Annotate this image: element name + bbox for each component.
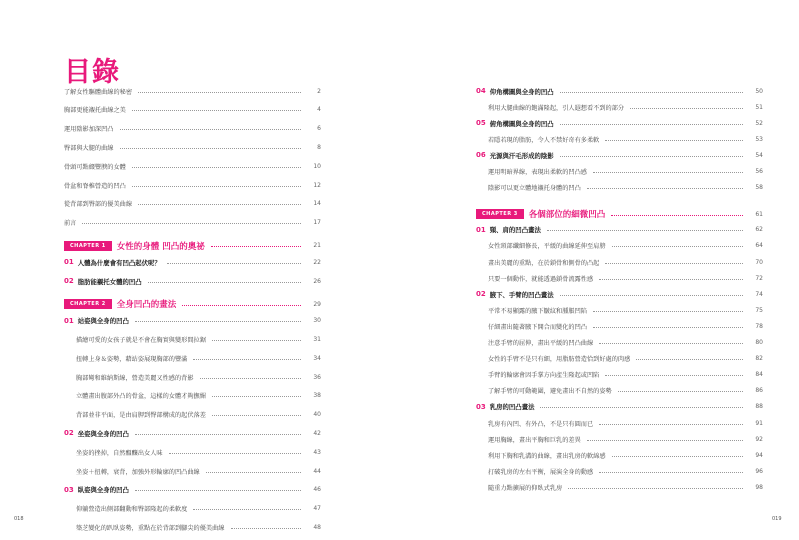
page-number: 2 [317,87,321,95]
toc-entry-row[interactable] [476,132,763,146]
page-number: 8 [317,143,321,151]
section-title: 俯角構圖與全身的凹凸 [489,119,554,128]
dot-leader [605,263,743,264]
toc-entry-row[interactable] [64,103,321,117]
entry-title: 立體畫出腹部外凸的骨盆，這樣的女體才夠撫媚 [76,393,206,401]
page-number: 10 [313,162,321,170]
entry-title: 隨重力點擴展的仰臥式乳房 [488,484,563,492]
page-number: 22 [313,258,321,266]
page-number: 50 [755,87,763,95]
dot-leader [630,108,743,109]
page-number: 84 [755,371,763,379]
page-number: 80 [755,339,763,346]
toc-chapter-row[interactable] [64,297,321,312]
toc-entry-row[interactable] [64,332,321,346]
dot-leader [593,327,743,328]
toc-entry-row[interactable] [64,140,321,154]
dot-leader [593,311,743,312]
entry-title: 骨頭可點綴豐腴的女體 [64,163,126,171]
section-title: 仰角構圖與全身的凹凸 [489,87,554,96]
toc-entry-row[interactable] [476,368,763,382]
toc-section-row[interactable] [64,255,321,269]
entry-title: 骨盆和脊椎營造的凹凸 [64,182,126,190]
toc-entry-row[interactable] [64,520,321,534]
toc-entry-row[interactable] [64,408,321,422]
page-number: 72 [755,274,763,282]
toc-entry-row[interactable] [64,197,321,211]
dot-leader [135,321,301,322]
toc-section-row[interactable] [476,287,763,301]
entry-title: 利用大腿曲線的飽滿隆起，引人遐想看不到的部分 [488,104,625,112]
entry-title: 扭轉上身＆姿勢，藉站姿展現胸部的豐滿 [76,355,188,363]
dot-leader [132,186,301,187]
page-number: 91 [755,419,763,427]
toc-section-row[interactable] [64,426,321,440]
entry-title: 女性的手臂不是只有細，用脂肪營造恰到好處的肉感 [488,356,631,364]
page-number: 29 [313,300,321,308]
toc-entry-row[interactable] [476,464,763,478]
page-number: 64 [755,242,763,250]
page-number: 38 [313,392,321,400]
page-number: 51 [755,103,763,111]
chapter-badge: CHAPTER 2 [64,299,112,309]
dot-leader [618,391,743,392]
entry-title: 乳房有內凹、有外凸，不是只有圓而已 [488,420,594,428]
toc-section-row[interactable] [64,314,321,328]
entry-title: 運用胸線，畫出平胸和巨乳的差異 [488,436,581,444]
toc-section-row[interactable] [476,148,763,162]
dot-leader [560,92,743,93]
section-number: 05 [476,119,486,128]
page-number: 88 [755,403,763,411]
entry-title: 了解手臂的可動範圍，避免畫出不自然的姿勢 [488,388,612,396]
page-number: 86 [755,387,763,395]
dot-leader [135,434,301,435]
toc-section-row[interactable] [476,84,763,98]
page-number: 53 [755,135,763,143]
section-title: 站姿與全身的凹凸 [77,317,129,326]
page-number-right: 019 [772,516,782,522]
entry-title: 利用下胸和乳溝的曲線，畫出乳房的軟綿感 [488,452,606,460]
entry-title: 了解女性驅體曲線的秘密 [64,88,133,96]
section-number: 02 [64,429,74,438]
toc-entry-row[interactable] [476,432,763,446]
page-number: 70 [755,258,763,266]
entry-title: 臀部與大腿的曲線 [64,144,114,152]
dot-leader [138,204,301,205]
page-number: 82 [755,355,763,363]
page-number: 34 [313,354,321,362]
entry-title: 打破乳房的左右平衡，展演全身的動感 [488,468,594,476]
section-number: 01 [64,316,74,325]
toc-chapter-row[interactable] [476,207,763,222]
chapter-badge: CHAPTER 3 [476,209,524,219]
toc-section-row[interactable] [476,116,763,130]
page-number: 98 [755,483,763,491]
dot-leader [169,453,301,454]
entry-title: 坐姿＋扭轉，衰背，加強外形輪廓的凹凸曲線 [76,468,200,476]
dot-leader [547,230,743,231]
dot-leader [593,172,743,173]
section-title: 脂肪能襯托女體的凹凸 [77,277,142,286]
section-number: 01 [64,258,74,267]
dot-leader [167,263,301,264]
dot-leader [599,472,743,473]
section-title: 人體為什麼會有凹凸起伏呢？ [77,258,161,267]
section-title: 乳房的凹凸畫法 [489,403,535,412]
page-number: 46 [313,486,321,494]
entry-title: 胸部彎和維納斯線，營造美麗又性感的背影 [76,374,194,382]
dot-leader [560,156,743,157]
section-number: 04 [476,87,486,95]
dot-leader [212,415,301,416]
entry-title: 背部並非平面，是由肩胛到臀部構成的起伏落差 [76,412,206,420]
dot-leader [211,246,301,247]
toc-entry-row[interactable] [476,319,763,333]
toc-entry-row[interactable] [476,336,763,350]
entry-title: 平常不易顯露的腋下皺紋和腫脹凹陷 [488,307,587,315]
section-title: 臥姿與全身的凹凸 [77,486,129,495]
toc-section-row[interactable] [64,274,321,288]
page-number: 47 [313,505,321,513]
page-number: 26 [313,277,321,285]
chapter-title: 女性的身體 凹凸的奧祕 [116,241,205,252]
dot-leader [193,359,301,360]
dot-leader [148,282,301,283]
dot-leader [560,124,743,125]
section-number: 02 [64,277,74,285]
page-number: 21 [313,242,321,250]
page-number: 56 [755,168,763,175]
dot-leader [212,396,301,397]
page-number: 4 [317,106,321,114]
page-title: 目錄 [64,57,120,88]
toc-entry-row[interactable] [64,84,321,98]
section-number: 01 [476,225,486,234]
toc-entry-row[interactable] [476,416,763,430]
toc-chapter-row[interactable] [64,238,321,253]
toc-entry-row[interactable] [64,159,321,173]
toc-entry-row[interactable] [64,178,321,192]
page-number: 43 [313,448,321,456]
section-number: 03 [476,402,486,411]
chapter-title: 全身凹凸的畫法 [116,300,177,311]
dot-leader [612,456,743,457]
toc-entry-row[interactable] [476,255,763,269]
dot-leader [599,279,743,280]
dot-leader [612,246,743,247]
dot-leader [599,343,743,344]
page-number: 94 [755,451,763,459]
section-number: 02 [476,290,486,299]
toc-entry-row[interactable] [64,370,321,384]
entry-title: 胸部更能襯托曲線之美 [64,107,126,115]
dot-leader [182,305,301,306]
entry-title: 前言 [64,220,77,228]
dot-leader [212,340,301,341]
section-number: 03 [64,485,74,494]
toc-entry-row[interactable] [476,181,763,195]
dot-leader [200,378,301,379]
dot-leader [605,140,743,141]
dot-leader [132,110,301,111]
entry-title: 陰影可以更立體地襯托身體的凹凸 [488,185,581,193]
page-number: 96 [755,467,763,475]
entry-title: 只要一個動作，就能透過鎖骨流露性感 [488,275,594,283]
page-number: 30 [313,317,321,325]
toc-entry-row[interactable] [64,122,321,136]
toc-entry-row[interactable] [476,480,763,494]
entry-title: 仔細畫出隨著腋下開合而變化的凹凸 [488,323,587,331]
entry-title: 仰躺營造出側部翻動和臀部隆起的柔軟度 [76,506,188,514]
page-number: 17 [313,219,321,227]
chapter-title: 各個部位的細微凹凸 [528,210,606,221]
dot-leader [206,472,301,473]
page-number: 62 [755,226,763,234]
page-number: 54 [755,151,763,159]
chapter-badge: CHAPTER 1 [64,241,112,251]
dot-leader [231,528,302,529]
dot-leader [587,440,743,441]
dot-leader [132,167,301,168]
toc-entry-row[interactable] [64,502,321,516]
page-number: 48 [313,523,321,531]
toc-entry-row[interactable] [64,351,321,365]
entry-title: 女性頸部纖細修長，平緩的曲線延伸至肩膀 [488,243,606,251]
entry-title: 畫出美麗的重點，在於鎖骨和側骨的凸起 [488,259,600,267]
toc-section-row[interactable] [476,400,763,414]
toc-entry-row[interactable] [476,448,763,462]
page-number: 58 [755,184,763,192]
page-number: 92 [755,435,763,443]
dot-leader [560,295,743,296]
entry-title: 從背部到臀部的優美曲線 [64,201,133,209]
toc-entry-row[interactable] [64,216,321,230]
entry-title: 築芝變化的趴臥姿勢，重點在於背部到腳尖的優美曲線 [76,524,225,532]
dot-leader [568,488,743,489]
dot-leader [587,188,743,189]
entry-title: 手臂的輪廓會因手掌方向產生隆起或凹陷 [488,372,600,380]
dot-leader [611,215,743,216]
dot-leader [193,509,301,510]
toc-entry-row[interactable] [476,239,763,253]
dot-leader [599,424,743,425]
page-number: 40 [313,411,321,419]
section-title: 頸、肩的凹凸畫法 [489,226,541,235]
entry-title: 坐姿的挫掉，自然醞釀出女人味 [76,449,163,457]
entry-title: 描繪可愛的女孩子就是不會在胸實與變形間拉鋸 [76,336,206,344]
dot-leader [120,129,302,130]
dot-leader [120,148,302,149]
page-number: 61 [755,210,763,218]
toc-entry-row[interactable] [476,384,763,398]
entry-title: 運用明暗界線，表現出柔軟的凹凸感 [488,169,587,176]
page-number: 78 [755,322,763,330]
page-number: 31 [313,335,321,343]
toc-entry-row[interactable] [64,445,321,459]
toc-section-row[interactable] [64,483,321,497]
page-number: 12 [313,181,321,189]
section-title: 坐姿與全身的凹凸 [77,429,129,438]
entry-title: 注意手臂的屈伸，畫出平緩的凹凸曲線 [488,340,594,347]
toc-entry-row[interactable] [476,100,763,114]
toc-entry-row[interactable] [64,389,321,403]
dot-leader [135,490,301,491]
dot-leader [540,407,743,408]
dot-leader [636,359,743,360]
toc-entry-row[interactable] [64,464,321,478]
page-number: 36 [313,373,321,381]
section-title: 腋下、手臂的凹凸畫法 [489,290,554,299]
section-title: 光源與汗毛形成的陰影 [489,151,554,160]
toc-entry-row[interactable] [476,165,763,179]
dot-leader [82,223,301,224]
page-number: 6 [317,125,321,133]
page-number: 75 [755,306,763,314]
page-number: 14 [313,200,321,208]
section-number: 06 [476,151,486,160]
entry-title: 若隱若現的脂肪，令人不禁好奇有多柔軟 [488,136,600,144]
toc-entry-row[interactable] [476,271,763,285]
toc-entry-row[interactable] [476,303,763,317]
toc-entry-row[interactable] [476,352,763,366]
dot-leader [138,92,301,93]
page-number-left: 018 [14,516,24,522]
entry-title: 運用陰影加深凹凸 [64,126,114,134]
page-number: 74 [755,290,763,298]
page-number: 44 [313,467,321,475]
toc-section-row[interactable] [476,223,763,237]
page-number: 42 [313,429,321,437]
page-number: 52 [755,119,763,127]
dot-leader [605,375,743,376]
